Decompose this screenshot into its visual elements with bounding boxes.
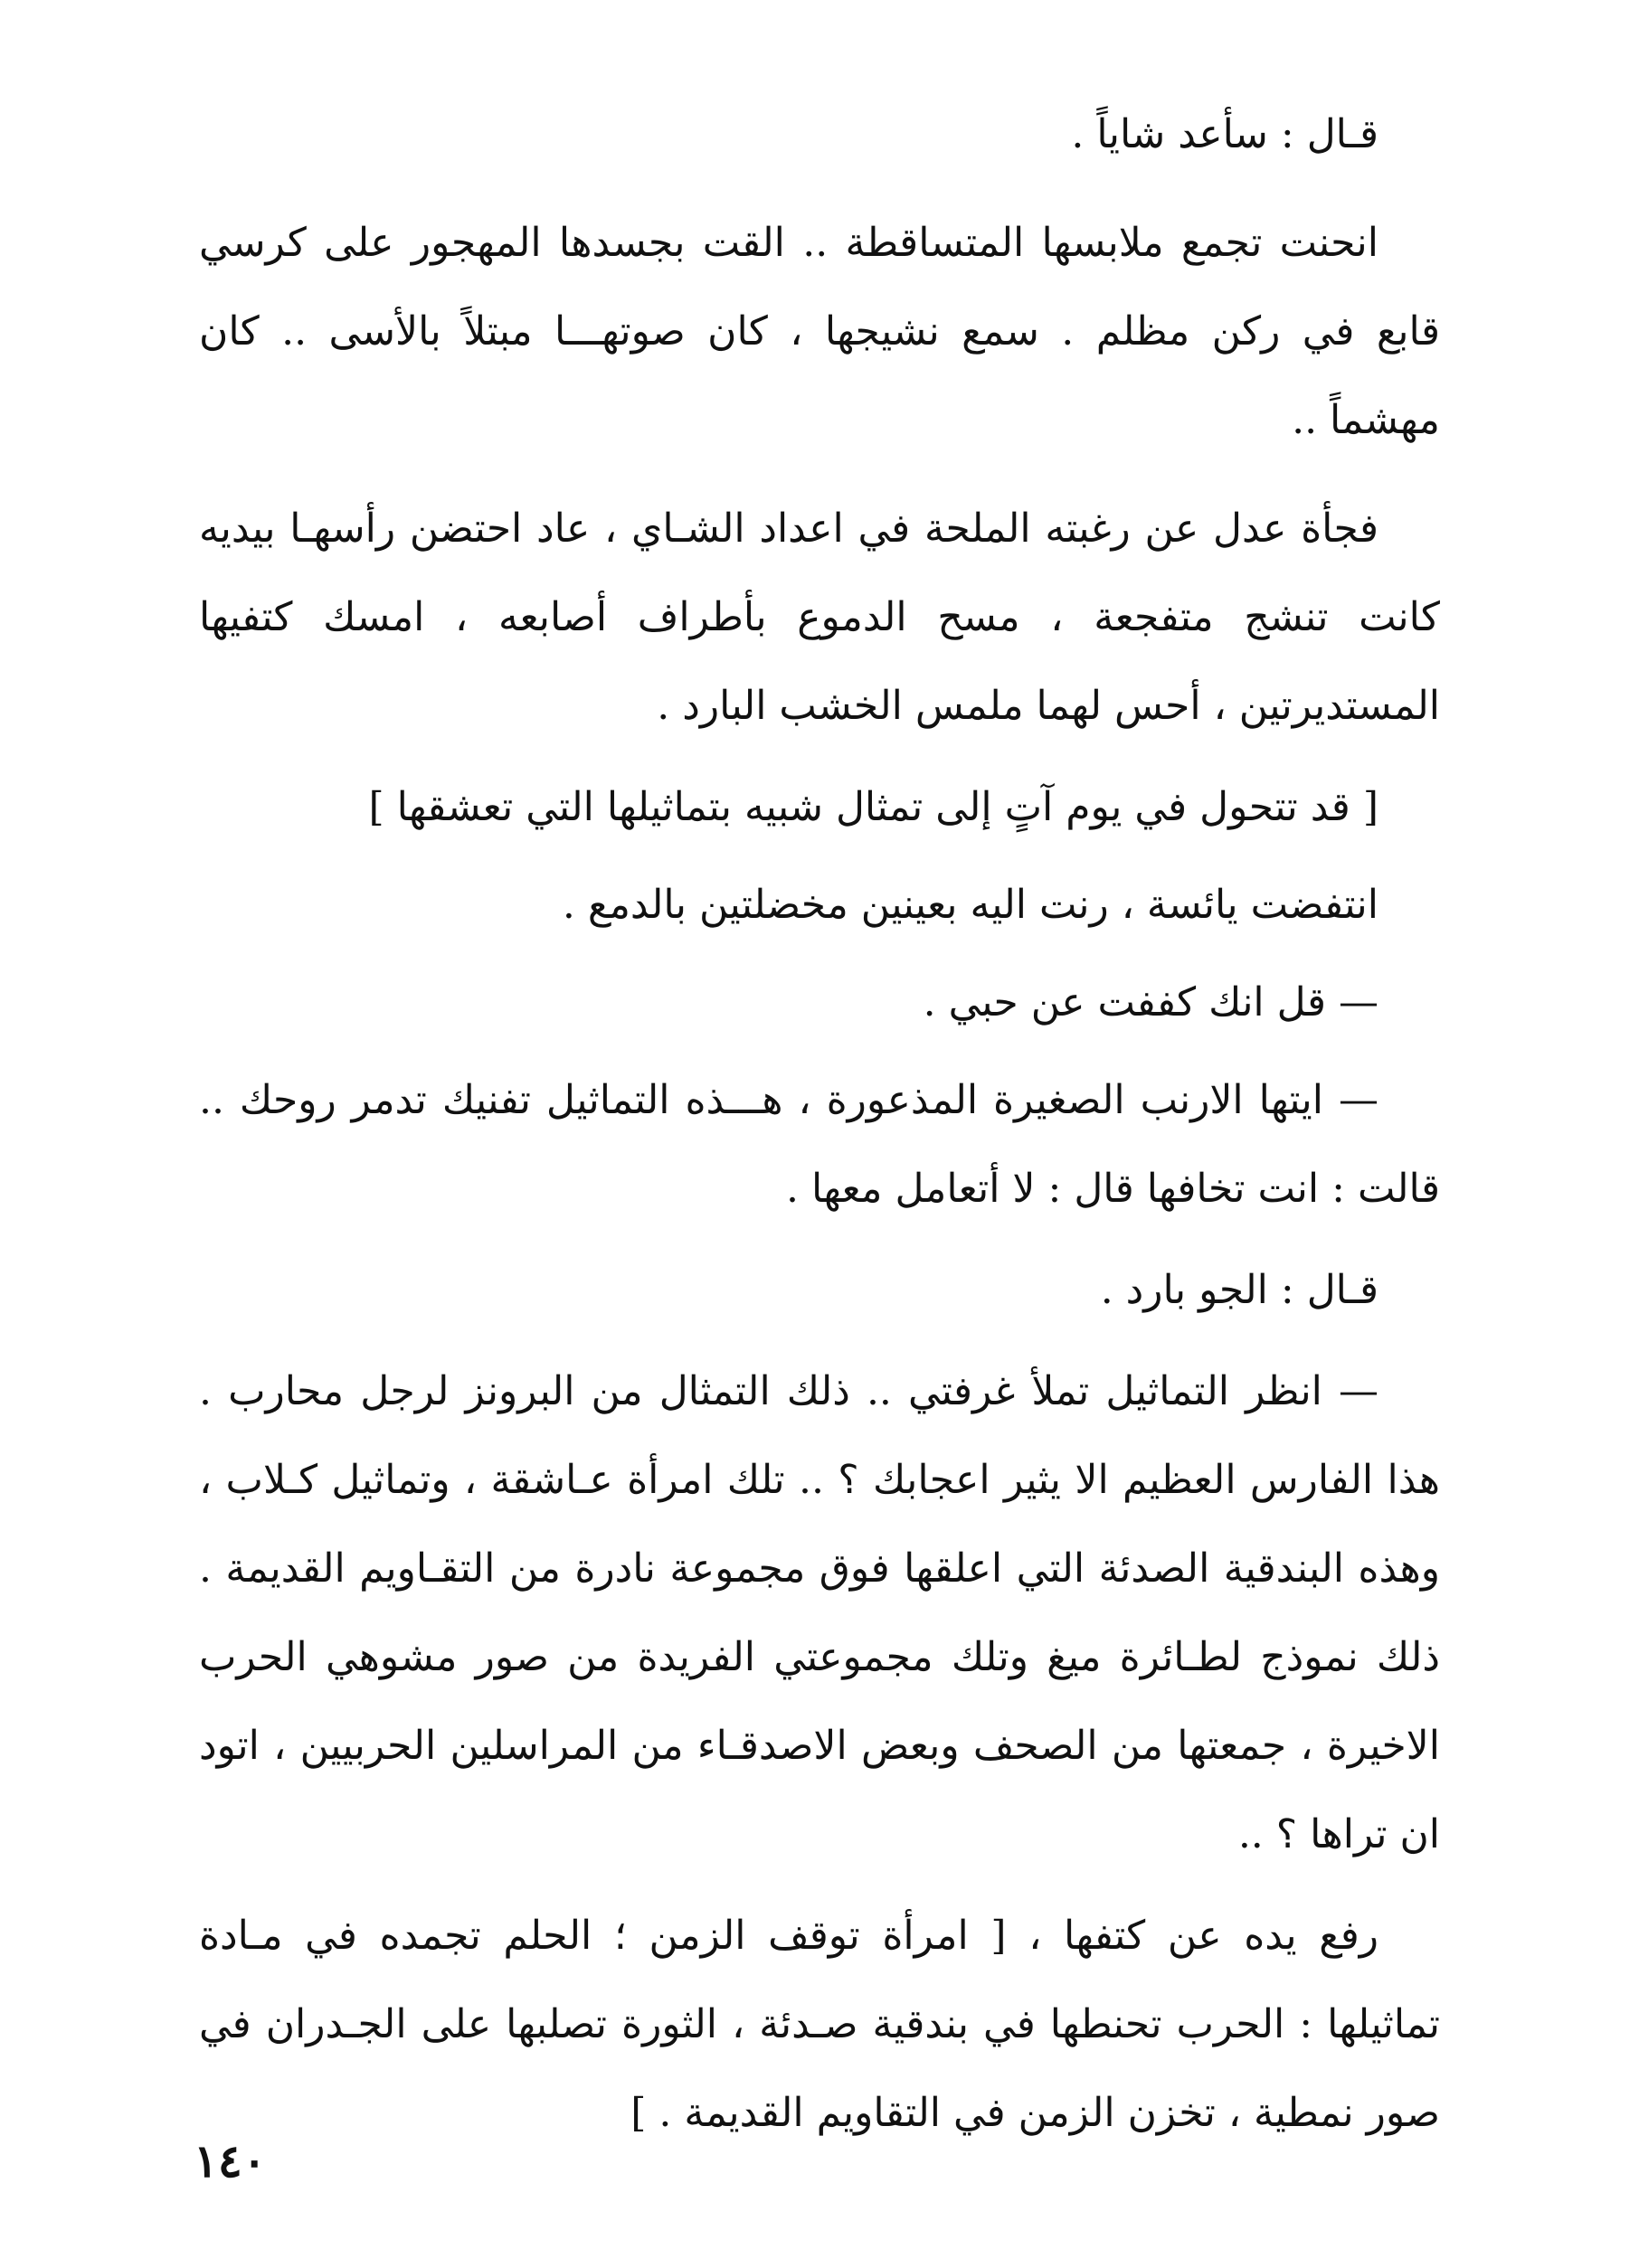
paragraph-7-dialogue: — ايتها الارنب الصغيرة المذعورة ، هـــذه التماثيل تفنيك تدمر روحك .. قالت : انت تخافها قال : لا أتعامل معها . [199, 1077, 1440, 1212]
page-number: ١٤٠ [194, 2134, 267, 2188]
paragraph-4-bracketed: [ قد تتحول في يوم آتٍ إلى تمثال شبيه بتماثيلها التي تعشقها ] [368, 784, 1378, 830]
book-page [199, 90, 1440, 2134]
paragraph-5: انتفضت يائسة ، رنت اليه بعينين مخضلتين بالدمع . [562, 882, 1378, 928]
paragraph-10: رفع يده عن كتفها ، [ امرأة توقف الزمن ؛ الحلم تجمده في مـادة تماثيلها : الحرب تحنطها في بندقية صـدئة ، الثورة تصلبها على الجـدران في صور نمطية ، تخزن الزمن في التقاويم القديمة . ] [199, 1913, 1440, 2136]
paragraph-3: فجأة عدل عن رغبته الملحة في اعداد الشـاي ، عاد احتضن رأسهـا بيديه كانت تنشج متفجعة ، مسح الدموع بأطراف أصابعه ، امسك كتفيها المستديرتين ، أحس لهما ملمس الخشب البارد . [199, 506, 1440, 729]
paragraph-2: انحنت تجمع ملابسها المتساقطة .. القت بجسدها المهجور على كرسي قابع في ركن مظلم . سمع نشيجها ، كان صوتهـــا مبتلاً بالأسى .. كان مهشماً .. [199, 220, 1440, 443]
paragraph-8: قـال : الجو بارد . [1100, 1267, 1378, 1313]
paragraph-9-dialogue: — انظر التماثيل تملأ غرفتي .. ذلك التمثال من البرونز لرجل محارب . هذا الفارس العظيم الا يثير اعجابك ؟ .. تلك امرأة عـاشقة ، وتماثيل كـلاب ، وهذه البندقية الصدئة التي اعلقها فوق مجموعة نادرة من التقـاويم القديمة . ذلك نموذج لطـائرة ميغ وتلك مجموعتي الفريدة من صور مشوهي الحرب الاخيرة ، جمعتها من الصحف وبعض الاصدقـاء من المراسلين الحربيين ، اتود ان تراها ؟ .. [199, 1368, 1440, 1857]
paragraph-1: قـال : سأعد شاياً . [1071, 111, 1378, 157]
paragraph-6-dialogue: — قل انك كففت عن حبي . [923, 979, 1378, 1025]
